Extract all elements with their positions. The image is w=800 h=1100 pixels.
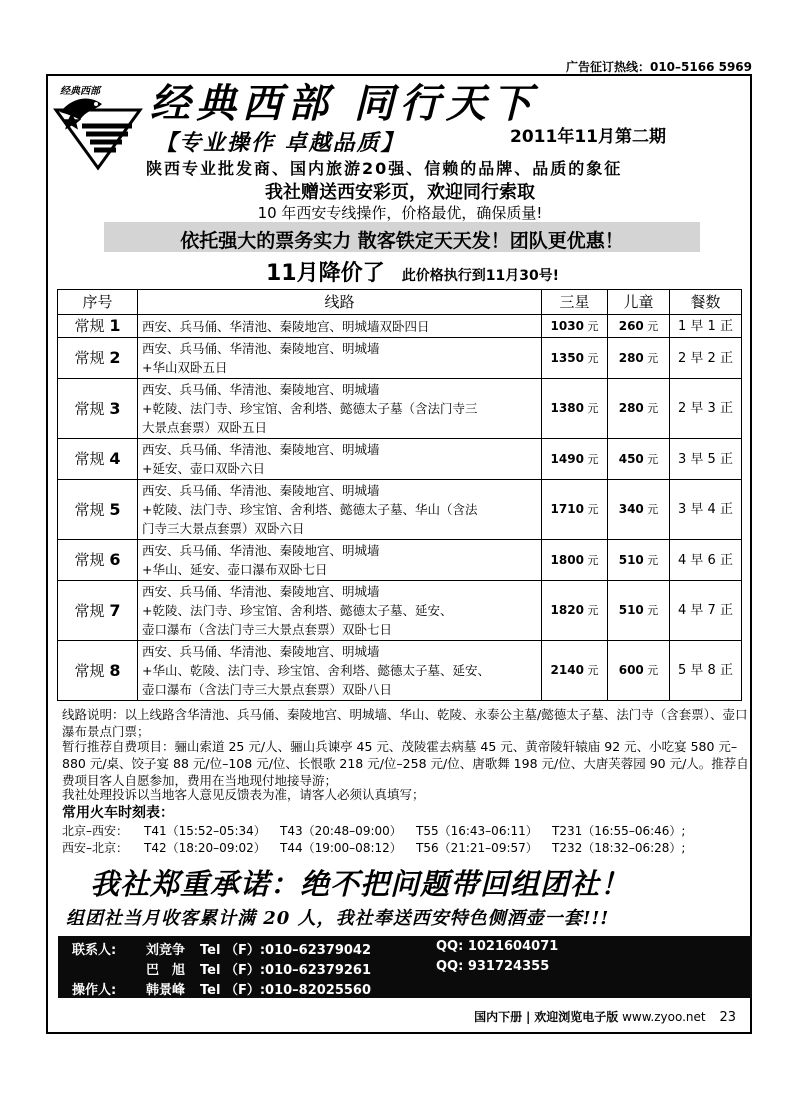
- route-line: 大景点套票）双卧五日: [142, 420, 268, 435]
- adult-price-value: 1490: [550, 451, 584, 466]
- ad-hotline: 广告征订热线：010–5166 5969: [565, 60, 752, 74]
- route-code: [58, 540, 138, 581]
- route-line: +乾陵、法门寺、珍宝馆、舍利塔、懿德太子墓（含法门寺三: [142, 401, 478, 416]
- child-price-value: 340: [618, 502, 644, 516]
- route-description: [138, 540, 542, 581]
- contact-qq: QQ: 1021604071: [436, 939, 559, 954]
- route-price-table: [57, 289, 742, 701]
- currency-unit: 元: [647, 351, 659, 365]
- route-code: [58, 379, 138, 439]
- route-number: 7: [109, 600, 121, 620]
- child-price-value: 600: [618, 663, 644, 677]
- route-prefix: 常规: [74, 349, 105, 367]
- meal-count: 3 早 4 正: [670, 480, 742, 540]
- route-prefix: 常规: [74, 450, 105, 468]
- child-price-value: 280: [618, 401, 644, 415]
- route-description: [138, 315, 542, 338]
- route-description: [138, 379, 542, 439]
- headline: 经典西部 同行天下: [150, 80, 538, 127]
- train-row-xian-beijing: [62, 839, 688, 856]
- route-code: [58, 315, 138, 338]
- currency-unit: 元: [587, 351, 599, 365]
- table-row: [58, 641, 742, 701]
- adult-price: [542, 641, 608, 701]
- meal-count: 4 早 6 正: [670, 540, 742, 581]
- header-route: 线路: [138, 290, 542, 315]
- route-line: +延安、壶口双卧六日: [142, 461, 265, 476]
- ticketing-banner: 依托强大的票务实力 散客铁定天天发！团队更优惠！: [180, 230, 624, 252]
- adult-price: [542, 379, 608, 439]
- adult-price-value: 1350: [550, 350, 584, 365]
- adult-price-value: 1800: [550, 552, 584, 567]
- child-price: [608, 480, 670, 540]
- meal-count: 1 早 1 正: [670, 315, 742, 338]
- currency-unit: 元: [587, 503, 599, 516]
- adult-price: [542, 540, 608, 581]
- route-line: 西安、兵马俑、华清池、秦陵地宫、明城墙: [142, 341, 380, 356]
- currency-unit: 元: [647, 664, 659, 677]
- complaint-note: 我社处理投诉以当地客人意见反馈表为准，请客人必须认真填写；: [62, 787, 425, 802]
- child-price: [608, 379, 670, 439]
- train-item: T41（15:52–05:34）: [144, 824, 266, 838]
- currency-unit: 元: [587, 664, 599, 677]
- experience-line: 10 年西安专线操作，价格最优，确保质量!: [257, 204, 543, 222]
- price-valid-until: 此价格执行到11月30号!: [401, 268, 560, 284]
- header-child: 儿童: [608, 290, 670, 315]
- contact-name: 刘竞争: [146, 943, 186, 958]
- adult-price-value: 1380: [550, 401, 584, 415]
- child-price-value: 510: [618, 603, 644, 617]
- table-row: [58, 315, 742, 338]
- route-line: 西安、兵马俑、华清池、秦陵地宫、明城墙: [142, 442, 380, 457]
- currency-unit: 元: [647, 402, 659, 415]
- contact-panel: [58, 936, 752, 998]
- route-number: 5: [109, 499, 121, 519]
- train-schedule-title: 常用火车时刻表：: [62, 805, 174, 821]
- operator-tel: Tel （F）:010–82025560: [200, 983, 372, 998]
- route-code: [58, 338, 138, 379]
- table-row: [58, 540, 742, 581]
- adult-price: [542, 581, 608, 641]
- child-price: [608, 439, 670, 480]
- train-item: T232（18:32–06:28）;: [552, 841, 686, 855]
- route-number: 2: [109, 348, 121, 367]
- currency-unit: 元: [587, 604, 599, 617]
- footer-section: 国内下册: [474, 1010, 523, 1024]
- child-price-value: 280: [618, 350, 644, 365]
- route-number: 1: [109, 316, 121, 335]
- operator-label: 操作人:: [72, 983, 117, 998]
- child-price: [608, 315, 670, 338]
- issue-number: 2011年11月第二期: [510, 127, 666, 147]
- table-header-row: [58, 290, 742, 315]
- route-description: [138, 581, 542, 641]
- logo-text: 经典西部: [60, 86, 100, 97]
- currency-unit: 元: [647, 604, 659, 617]
- header-meals: 餐数: [670, 290, 742, 315]
- child-price-value: 450: [618, 451, 644, 466]
- self-pay-note: 暂行推荐自费项目：骊山索道 25 元/人、骊山兵谏亭 45 元、茂陵霍去病墓 45 元、黄帝陵轩辕庙 92 元、小吃宴 580 元–880 元/桌、饺子宴 88 元/位–108 元/位、长恨歌 218 元/位–258 元/位、唐歌舞 198 元/位、大唐芙蓉园 90 元/人。推荐自费项目客人自愿参加，费用在当地现付地接导游；: [62, 739, 749, 788]
- route-code: [58, 581, 138, 641]
- route-description: [138, 480, 542, 540]
- route-number: 3: [109, 398, 121, 418]
- currency-unit: 元: [587, 553, 599, 567]
- route-description: [138, 439, 542, 480]
- route-line: 西安、兵马俑、华清池、秦陵地宫、明城墙: [142, 382, 380, 397]
- train-item: T231（16:55–06:46）;: [552, 824, 686, 838]
- page-footer: [474, 1008, 736, 1025]
- adult-price: [542, 480, 608, 540]
- train-item: T56（21:21–09:57）: [416, 841, 538, 855]
- train-item: T43（20:48–09:00）: [280, 824, 402, 838]
- subtitle: 【专业操作 卓越品质】: [155, 130, 405, 156]
- child-price: [608, 641, 670, 701]
- route-line: 门寺三大景点套票）双卧六日: [142, 521, 305, 536]
- child-price-value: 260: [618, 318, 644, 333]
- adult-price: [542, 315, 608, 338]
- footer-ebook: 欢迎浏览电子版: [534, 1010, 619, 1024]
- footer-separator: |: [526, 1010, 531, 1024]
- footer-website[interactable]: www.zyoo.net: [622, 1010, 706, 1024]
- currency-unit: 元: [587, 402, 599, 415]
- route-line: +乾陵、法门寺、珍宝馆、舍利塔、懿德太子墓、华山（含法: [142, 502, 478, 517]
- child-price: [608, 581, 670, 641]
- route-note: 线路说明：以上线路含华清池、兵马俑、秦陵地宫、明城墙、华山、乾陵、永泰公主墓/懿德太子墓、法门寺（含套票）、壶口瀑布景点门票；: [62, 707, 748, 739]
- table-row: [58, 439, 742, 480]
- adult-price-value: 1030: [550, 318, 584, 333]
- route-line: +华山双卧五日: [142, 360, 228, 375]
- contact-tel: Tel （F）:010–62379042: [200, 943, 372, 958]
- company-slogan: 陕西专业批发商、国内旅游20强、信赖的品牌、品质的象征: [146, 159, 623, 178]
- route-prefix: 常规: [74, 500, 105, 519]
- group-gift-offer: 组团社当月收客累计满 20 人，我社奉送西安特色侧酒壶一套!!!: [66, 908, 610, 929]
- route-code: [58, 439, 138, 480]
- route-description: [138, 338, 542, 379]
- contact-tel: Tel （F）:010–62379261: [200, 963, 372, 978]
- meal-count: 5 早 8 正: [670, 641, 742, 701]
- route-line: +华山、乾陵、法门寺、珍宝馆、舍利塔、懿德太子墓、延安、: [142, 663, 490, 678]
- adult-price-value: 1820: [550, 603, 584, 617]
- table-row: [58, 338, 742, 379]
- brochure-offer: 我社赠送西安彩页，欢迎同行索取: [265, 182, 535, 203]
- table-row: [58, 581, 742, 641]
- contact-label: 联系人:: [72, 943, 117, 958]
- adult-price: [542, 439, 608, 480]
- route-number: 8: [109, 660, 121, 680]
- adult-price-value: 2140: [550, 663, 584, 677]
- route-line: 西安、兵马俑、华清池、秦陵地宫、明城墙: [142, 483, 380, 498]
- route-line: 西安、兵马俑、华清池、秦陵地宫、明城墙: [142, 644, 380, 659]
- route-line: 西安、兵马俑、华清池、秦陵地宫、明城墙: [142, 584, 380, 599]
- currency-unit: 元: [587, 452, 599, 466]
- route-prefix: 常规: [74, 399, 105, 418]
- currency-unit: 元: [647, 553, 659, 567]
- train-row-label: 北京–西安：: [62, 824, 129, 838]
- train-row-beijing-xian: [62, 822, 688, 839]
- contact-name: 巴 旭: [146, 963, 186, 978]
- currency-unit: 元: [647, 319, 659, 333]
- contact-qq: QQ: 931724355: [436, 959, 550, 974]
- adult-price: [542, 338, 608, 379]
- price-cut-title: 11月降价了: [266, 261, 385, 286]
- route-line: 壶口瀑布（含法门寺三大景点套票）双卧七日: [142, 622, 393, 637]
- child-price: [608, 540, 670, 581]
- quality-promise: 我社郑重承诺：绝不把问题带回组团社！: [90, 867, 631, 901]
- child-price-value: 510: [618, 552, 644, 567]
- route-line: +乾陵、法门寺、珍宝馆、舍利塔、懿德太子墓、延安、: [142, 603, 453, 618]
- route-rows: [58, 315, 742, 701]
- route-code: [58, 641, 138, 701]
- meal-count: 2 早 3 正: [670, 379, 742, 439]
- meal-count: 3 早 5 正: [670, 439, 742, 480]
- route-line: 壶口瀑布（含法门寺三大景点套票）双卧八日: [142, 682, 393, 697]
- price-cut-headline: [266, 256, 559, 287]
- table-row: [58, 379, 742, 439]
- train-item: T55（16:43–06:11）: [416, 824, 538, 838]
- route-line: 西安、兵马俑、华清池、秦陵地宫、明城墙: [142, 543, 380, 558]
- currency-unit: 元: [647, 452, 659, 466]
- adult-price-value: 1710: [550, 502, 584, 516]
- route-description: [138, 641, 542, 701]
- operator-name: 韩景峰: [146, 983, 186, 998]
- train-item: T44（19:00–08:12）: [280, 841, 402, 855]
- route-line: 西安、兵马俑、华清池、秦陵地宫、明城墙双卧四日: [142, 318, 430, 334]
- route-code: [58, 480, 138, 540]
- route-prefix: 常规: [74, 551, 105, 569]
- route-prefix: 常规: [74, 317, 105, 335]
- train-row-label: 西安–北京：: [62, 841, 129, 855]
- header-three-star: 三星: [542, 290, 608, 315]
- currency-unit: 元: [647, 503, 659, 516]
- route-line: +华山、延安、壶口瀑布双卧七日: [142, 562, 328, 577]
- child-price: [608, 338, 670, 379]
- meal-count: 2 早 2 正: [670, 338, 742, 379]
- route-prefix: 常规: [74, 601, 105, 620]
- route-number: 6: [109, 550, 121, 569]
- table-row: [58, 480, 742, 540]
- header-code: 序号: [58, 290, 138, 315]
- route-number: 4: [109, 449, 121, 468]
- currency-unit: 元: [587, 319, 599, 333]
- meal-count: 4 早 7 正: [670, 581, 742, 641]
- page-number: 23: [719, 1010, 736, 1025]
- train-item: T42（18:20–09:02）: [144, 841, 266, 855]
- route-prefix: 常规: [74, 661, 105, 680]
